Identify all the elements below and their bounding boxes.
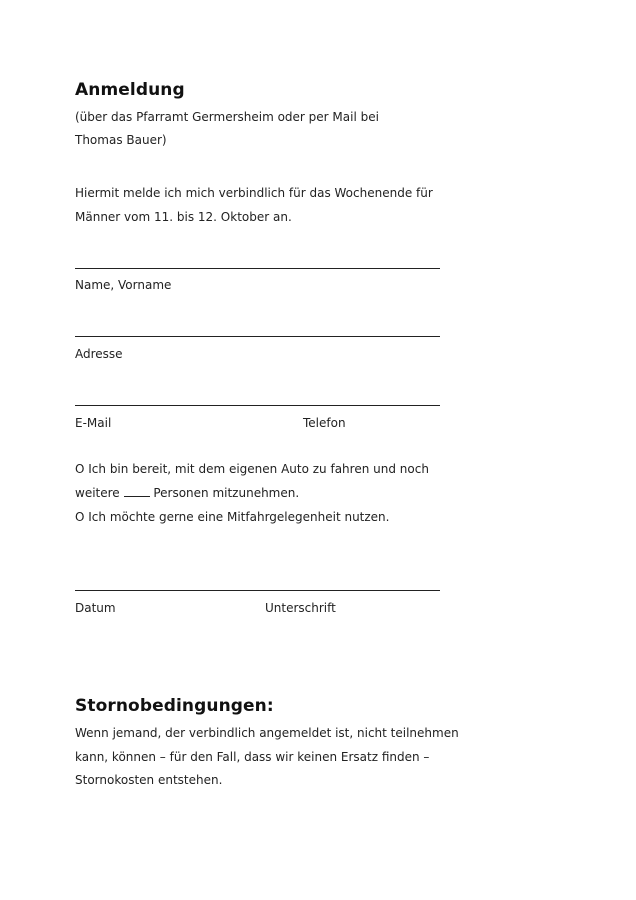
registration-intro-line1: Hiermit melde ich mich verbindlich für das Wochenende für <box>75 186 433 200</box>
date-label: Datum <box>75 601 116 615</box>
option-ride[interactable]: O Ich möchte gerne eine Mitfahrgelegenheit nutzen. <box>75 510 390 524</box>
option-drive-line2-pre: weitere <box>75 486 120 500</box>
email-label: E-Mail <box>75 416 112 430</box>
email-phone-line[interactable] <box>75 405 440 406</box>
cancellation-line1: Wenn jemand, der verbindlich angemeldet ist, nicht teilnehmen <box>75 726 459 740</box>
option-drive-line2-post: Personen mitzunehmen. <box>153 486 300 500</box>
phone-label: Telefon <box>303 416 346 430</box>
address-line[interactable] <box>75 336 440 337</box>
registration-subtitle-line1: (über das Pfarramt Germersheim oder per Mail bei <box>75 110 379 124</box>
cancellation-line2: kann, können – für den Fall, dass wir keinen Ersatz finden – <box>75 750 430 764</box>
registration-intro-line2: Männer vom 11. bis 12. Oktober an. <box>75 210 292 224</box>
signature-label: Unterschrift <box>265 601 336 615</box>
cancellation-line3: Stornokosten entstehen. <box>75 773 223 787</box>
date-signature-line[interactable] <box>75 590 440 591</box>
option-drive-line2 <box>75 481 299 505</box>
option-drive-line1[interactable]: O Ich bin bereit, mit dem eigenen Auto zu fahren und noch <box>75 462 429 476</box>
registration-subtitle-line2: Thomas Bauer) <box>75 133 167 147</box>
name-label: Name, Vorname <box>75 278 172 292</box>
cancellation-title: Stornobedingungen: <box>75 696 274 716</box>
address-label: Adresse <box>75 347 123 361</box>
registration-title: Anmeldung <box>75 80 185 100</box>
name-line[interactable] <box>75 268 440 269</box>
passenger-count-blank[interactable] <box>124 484 150 497</box>
